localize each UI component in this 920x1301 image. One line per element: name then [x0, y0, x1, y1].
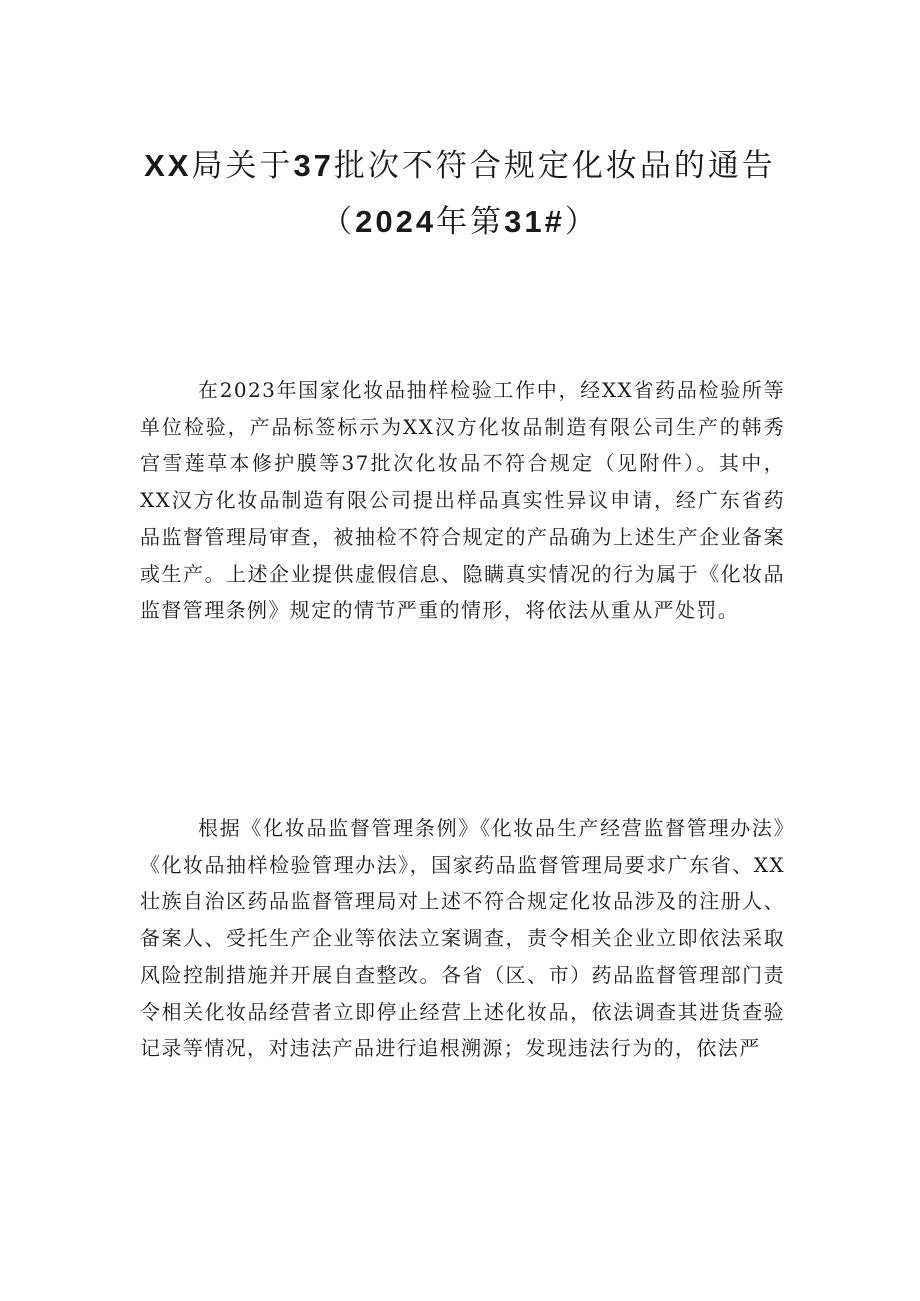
title-paren-open: （: [321, 204, 356, 240]
title-paren-close: ）: [564, 204, 599, 240]
body-paragraph-1: 在2023年国家化妆品抽样检验工作中，经XX省药品检验所等单位检验，产品标签标示为XX汉方化妆品制造有限公司生产的韩秀宫雪莲草本修护膜等37批次化妆品不符合规定（见附件）。其中，XX汉方化妆品制造有限公司提出样品真实性异议申请，经广东省药品监督管理局审查，被抽检不符合规定的产品确为上述生产企业备案或生产。上述企业提供虚假信息、隐瞒真实情况的行为属于《化妆品监督管理条例》规定的情节严重的情形，将依法从重从严处罚。: [140, 378, 785, 623]
notice-title-line2: [0, 196, 920, 241]
title-text-rest: 批次不符合规定化妆品的通告: [333, 148, 776, 184]
notice-title-line1: [0, 140, 920, 185]
title-batch-count: 37: [293, 148, 334, 183]
title-text: 局关于: [191, 148, 294, 184]
title-year: 2024: [355, 204, 437, 239]
title-issue-label: 年第: [436, 204, 505, 240]
title-issue-number: 31#: [504, 204, 565, 239]
body-paragraph-2: 根据《化妆品监督管理条例》《化妆品生产经营监督管理办法》《化妆品抽样检验管理办法》，国家药品监督管理局要求广东省、XX壮族自治区药品监督管理局对上述不符合规定化妆品涉及的注册人、备案人、受托生产企业等依法立案调查，责令相关企业立即依法采取风险控制措施并开展自查整改。各省（区、市）药品监督管理部门责令相关化妆品经营者立即停止经营上述化妆品，依法调查其进货查验记录等情况，对违法产品进行追根溯源；发现违法行为的，依法严: [140, 816, 785, 1061]
title-issuer-prefix: XX: [144, 148, 192, 183]
